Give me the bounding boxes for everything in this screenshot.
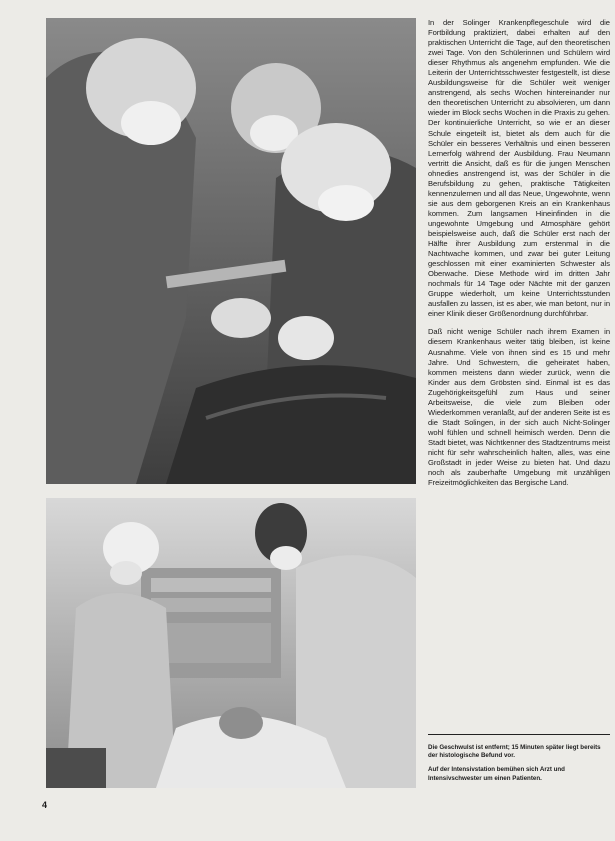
article-paragraph-2: Daß nicht wenige Schüler nach ihrem Examen in diesem Krankenhaus weiter tätig bleiben, ist keine Ausnahme. Viele von ihnen sind es 15 und mehr Jahre. Und Schwestern, die geheiratet haben, kommen meistens dann wieder zurück, wenn die Kinder aus dem Gröbsten sind. Einmal ist es das Zugehörigkeitsgefühl zum Haus und seiner Arbeitsweise, die viele zum Bleiben oder Wiederkommen veranlaßt, auf der anderen Seite ist es die Stadt Solingen, in der sich auch Nicht-Solinger wohl fühlen und schnell heimisch werden. Denn die Stadt bietet, was Nichtkenner des Stadtzentrums meist nicht für sehr wahrscheinlich halten, alles, was eine Großstadt in jeder Weise zu bieten hat. Und dazu noch als zauberhafte Umgebung mit unzähligen Freizeitmöglichkeiten das Bergische Land.: [428, 327, 610, 488]
photo-surgery-graphic: [46, 18, 416, 484]
photo-intensive-care-graphic: [46, 498, 416, 788]
caption-surgery: Die Geschwulst ist entfernt; 15 Minuten später liegt bereits der histologische Befund vor.: [428, 744, 601, 760]
photo-surgery: [46, 18, 416, 484]
caption-intensive-care: Auf der Intensivstation bemühen sich Arzt und Intensivschwester um einen Patienten.: [428, 766, 565, 782]
caption-divider: [428, 734, 610, 735]
article-text: [428, 18, 610, 496]
captions: [428, 744, 610, 789]
photo-intensive-care: [46, 498, 416, 788]
page-number: 4: [42, 800, 48, 810]
article-paragraph-1: In der Solinger Krankenpflegeschule wird die Fortbildung praktiziert, dabei erhalten auf den praktischen Unterricht die Tage, auf den theoretischen zwei Tage. Von den Schülerinnen und Schülern wird dieser Rhythmus als angenehm empfunden. Wie die Leiterin der Unterrichtsschwester festgestellt, ist diese Ausbildungsweise für die Schüler weit weniger anstrengend, als sechs Wochen hintereinander nur den theoretischen Unterricht zu absolvieren, um dann wieder im Block sechs Wochen in die Praxis zu gehen. Der kontinuierliche Unterricht, so wie er an dieser Schule eingeteilt ist, bietet als dem auch für die Schüler ein besseres Verhältnis und einen besseren Lernerfolg während der Ausbildung. Frau Neumann vertritt die Ansicht, daß es für die jungen Menschen ohnedies anstrengend ist, was der Schüler in die Berufsbildung zu gehen, praktische Tätigkeiten kennenzulernen und all das Neue, Ungewohnte, wenn sie aus dem geborgenen Kreis an ein Krankenhaus kommen. Zum langsamen Hineinfinden in die ungewohnte Umgebung und Atmosphäre gehört beispielsweise auch, daß die Schüler erst nach der Hälfte ihrer Ausbildung zum erstenmal in die Nachtwache kommen, und zwar bei guter Leitung geschlossen mit einer examinierten Schwester als Oberwache. Diese Methode wird im dritten Jahr nochmals für 14 Tage oder Nächte mit der ganzen Gruppe wiederholt, um keine Unterrichtsstunden ausfallen zu lassen, ist es aber, wie man betont, nur in einer Klinik dieser Größenordnung durchführbar.: [428, 18, 610, 319]
